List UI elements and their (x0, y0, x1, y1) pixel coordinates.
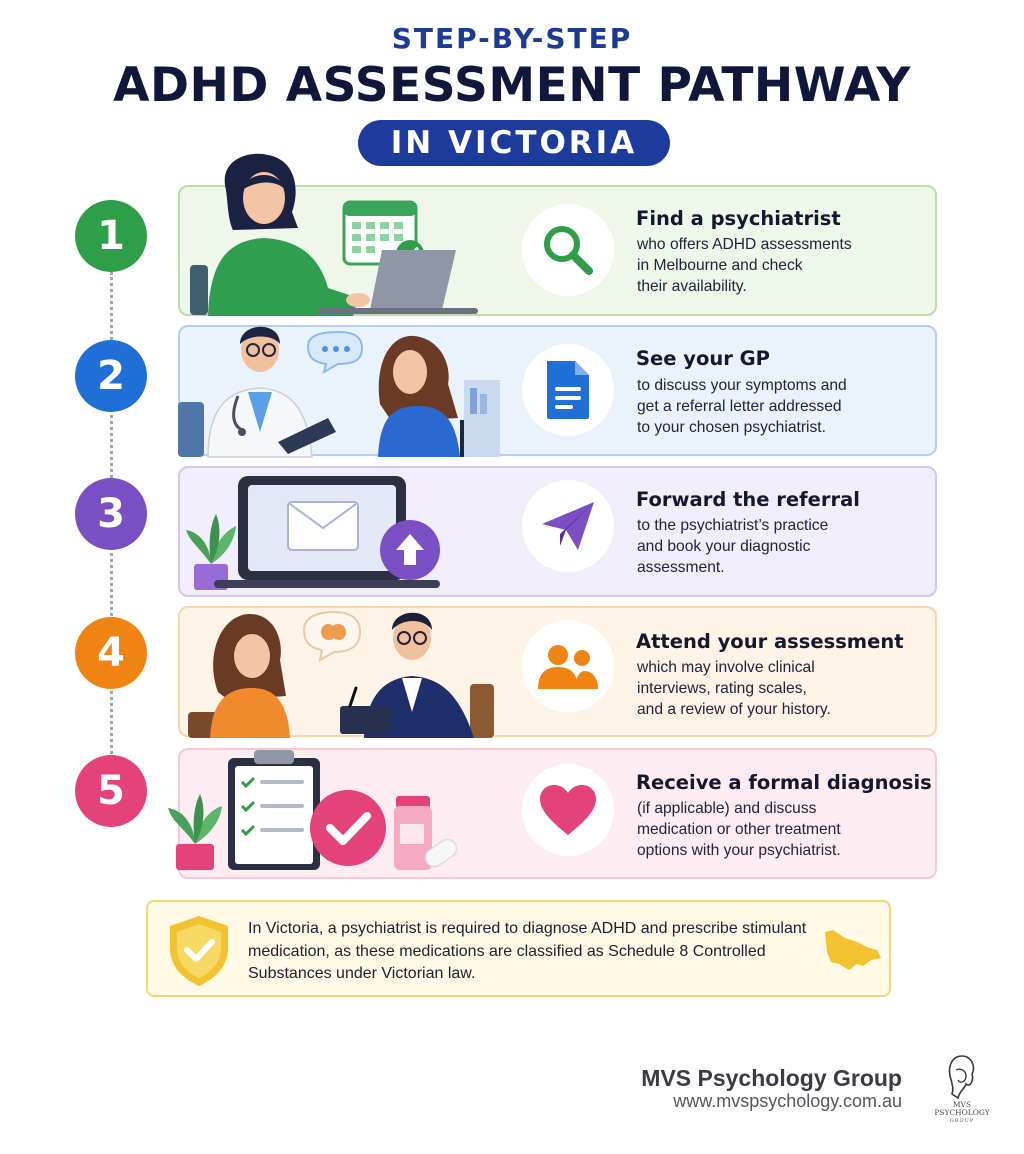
step-number-2: 2 (75, 340, 147, 412)
step-title-3: Forward the referral (636, 488, 860, 511)
step-icon-2 (522, 344, 614, 436)
assessment-interview-illustration (188, 600, 498, 738)
brand-logo-text: MVS PSYCHOLOGY GROUP (934, 1100, 990, 1124)
heart-icon (538, 783, 598, 837)
step-number-5: 5 (75, 755, 147, 827)
legal-note-text: In Victoria, a psychiatrist is required to diagnose ADHD and prescribe stimulant medication, as these medications are classified as Schedule 8 Controlled Substances under Victorian law. (248, 920, 807, 982)
region-pill: IN VICTORIA (358, 120, 670, 166)
step-description-5: (if applicable) and discuss medication or other treatment options with your psychiatrist. (637, 800, 841, 859)
victoria-map-icon (823, 928, 883, 972)
step-number-1: 1 (75, 200, 147, 272)
paper-plane-icon (538, 496, 598, 556)
step-description-3: to the psychiatrist’s practice and book your diagnostic assessment. (637, 517, 829, 576)
pretitle: STEP-BY-STEP (391, 22, 633, 55)
step-title-1: Find a psychiatrist (636, 207, 841, 230)
step-title-2: See your GP (636, 347, 770, 370)
step-icon-3 (522, 480, 614, 572)
step-title-4: Attend your assessment (636, 630, 904, 653)
step-icon-4 (522, 620, 614, 712)
document-icon (541, 359, 595, 421)
step-number-4: 4 (75, 617, 147, 689)
laptop-user-illustration (188, 150, 488, 316)
page-title: ADHD ASSESSMENT PATHWAY (113, 58, 911, 113)
email-laptop-illustration (184, 470, 464, 592)
diagnosis-checklist-illustration (166, 748, 466, 876)
gp-consult-illustration (178, 314, 508, 457)
step-description-4: which may involve clinical interviews, rating scales, and a review of your history. (637, 659, 831, 718)
magnifier-icon (537, 219, 599, 281)
shield-check-icon (166, 914, 232, 988)
mvs-logo-icon (944, 1054, 980, 1102)
step-number-3: 3 (75, 478, 147, 550)
step-title-5: Receive a formal diagnosis (636, 771, 932, 794)
step-icon-1 (522, 204, 614, 296)
step-icon-5 (522, 764, 614, 856)
people-icon (536, 641, 600, 691)
brand-name: MVS Psychology Group (641, 1065, 902, 1091)
step-description-1: who offers ADHD assessments in Melbourne and check their availability. (637, 236, 852, 295)
step-description-2: to discuss your symptoms and get a referral letter addressed to your chosen psychiatrist. (637, 377, 847, 436)
brand-url[interactable]: www.mvspsychology.com.au (673, 1091, 902, 1111)
